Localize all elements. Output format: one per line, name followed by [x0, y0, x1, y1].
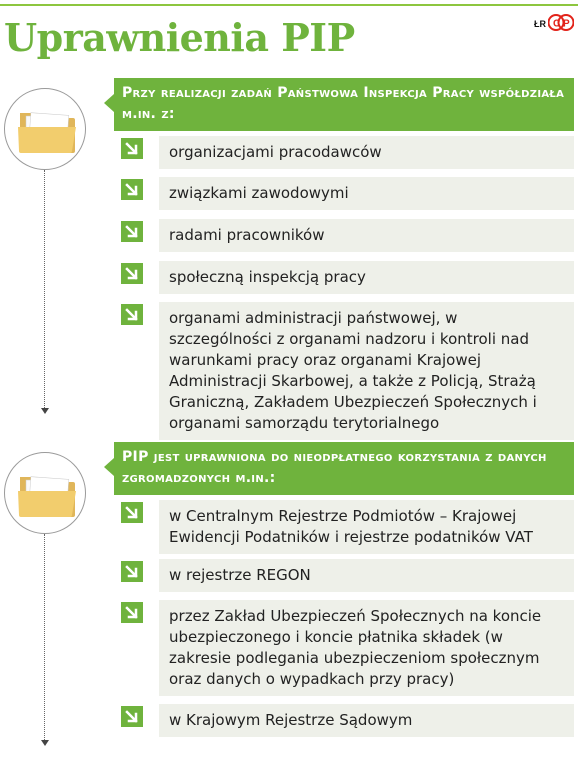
- item-text: związkami zawodowymi: [159, 177, 574, 210]
- folder-badge: [4, 452, 86, 534]
- item-text: radami pracowników: [159, 219, 574, 252]
- item-text: przez Zakład Ubezpieczeń Społecznych na koncie ubezpieczonego i koncie płatnika składek (w zakresie podlegania ubezpieczeniom społecznym oraz danych o wypadkach przy pracy): [159, 600, 574, 696]
- list-item: [121, 600, 574, 695]
- arrow-down-right-icon: [121, 263, 143, 284]
- author-credit: ŁR: [534, 19, 546, 29]
- section-data-access: [0, 442, 578, 752]
- item-text: w rejestrze REGON: [159, 559, 574, 592]
- cp-logo: [548, 14, 574, 31]
- item-text: w Centralnym Rejestrze Podmiotów – Krajowej Ewidencji Podatników i rejestrze podatników VAT: [159, 500, 574, 554]
- list-item: [121, 704, 574, 737]
- arrow-down-right-icon: [121, 561, 143, 582]
- timeline-arrow: [41, 740, 49, 746]
- list-item: [121, 261, 574, 294]
- section-header: PIP jest uprawniona do nieodpłatnego korzystania z danych zgromadzonych m.in.:: [114, 442, 574, 495]
- list-item: [121, 136, 574, 169]
- arrow-down-right-icon: [121, 502, 143, 523]
- folder-icon: [17, 107, 77, 155]
- item-text: społeczną inspekcją pracy: [159, 261, 574, 294]
- item-text: organizacjami pracodawców: [159, 136, 574, 169]
- svg-text:C: C: [553, 18, 561, 30]
- svg-text:P: P: [563, 18, 570, 30]
- section-header: Przy realizacji zadań Państwowa Inspekcja Pracy współdziała m.in. z:: [114, 78, 574, 131]
- list-item: [121, 177, 574, 210]
- list-item: [121, 219, 574, 252]
- arrow-down-right-icon: [121, 304, 143, 325]
- arrow-down-right-icon: [121, 706, 143, 727]
- top-rule: [0, 4, 578, 6]
- folder-icon: [17, 471, 77, 519]
- arrow-down-right-icon: [121, 179, 143, 200]
- list-item: [121, 500, 574, 550]
- list-item: [121, 559, 574, 592]
- timeline-line: [44, 534, 45, 740]
- item-text: organami administracji państwowej, w szczególności z organami nadzoru i kontroli nad warunkami pracy oraz organami Krajowej Administracji Skarbowej, a także z Policją, Strażą Graniczną, Zakładem Ubezpieczeń Społecznych i organami samorządu terytorialnego: [159, 302, 574, 440]
- list-item: [121, 302, 574, 432]
- timeline-arrow: [41, 408, 49, 414]
- section-cooperation: [0, 78, 578, 432]
- page-title: Uprawnienia PIP: [4, 15, 355, 60]
- arrow-down-right-icon: [121, 138, 143, 159]
- arrow-down-right-icon: [121, 221, 143, 242]
- arrow-down-right-icon: [121, 602, 143, 623]
- timeline-line: [44, 170, 45, 408]
- folder-badge: [4, 88, 86, 170]
- item-text: w Krajowym Rejestrze Sądowym: [159, 704, 574, 737]
